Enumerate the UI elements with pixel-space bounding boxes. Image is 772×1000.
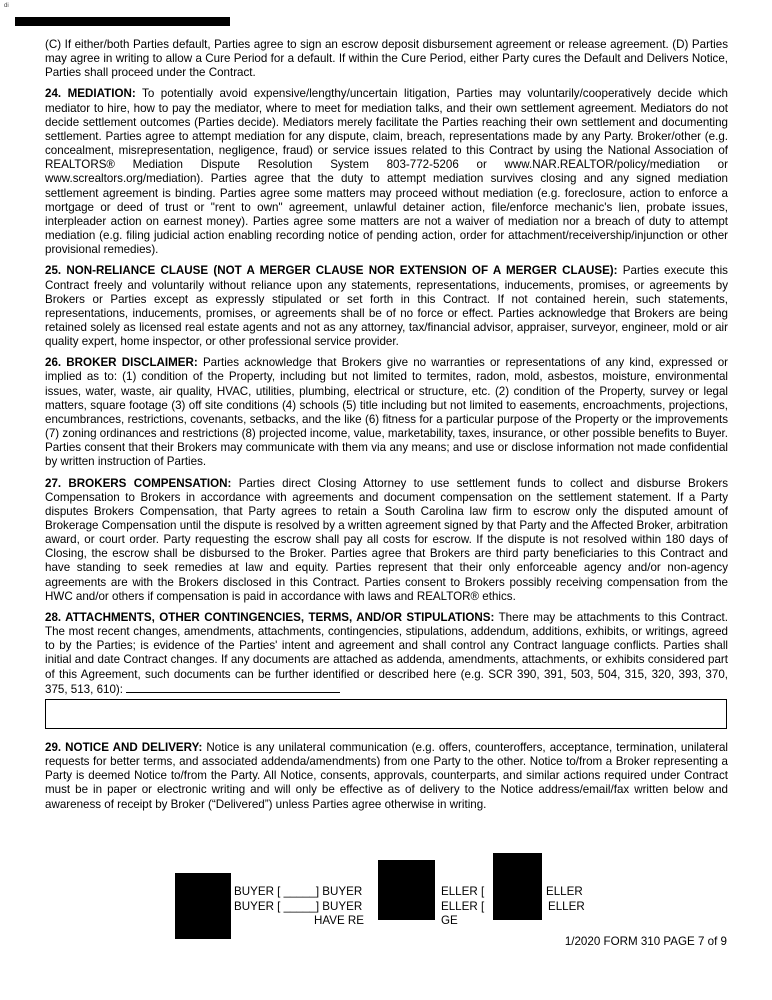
section-24-heading: 24. MEDIATION: — [45, 87, 136, 101]
seller-initials-line-2[interactable]: ELLER [ — [441, 900, 485, 913]
section-24-text: To potentially avoid expensive/lengthy/uncertain litigation, Parties may voluntarily/cooperatively decide which mediator to hire, how to pay the mediator, where to meet for mediation talks, and their own settlement agreement. Mediators do not decide settlement outcomes (Parties decide). Mediators merely facilitate the Parties reaching their own settlement and documenting settlement. Parties agree to attempt mediation for any dispute, claim, breach, representations made by any Party. Broker/other (e.g. concealment, misrepresentation, negligence, fraud) or service issues related to this Contract by using the National Association of REALTORS® Mediation Dispute Resolution System 803-772-5206 or www.NAR.REALTOR/policy/mediation or www.screaltors.org/mediation). Parties agree that the duty to attempt mediation survives closing and any signed mediation settlement agreement is binding. Parties agree some matters may proceed without mediation (e.g. foreclosure, action to enforce a mortgage or deed of trust or "rent to own" agreement, unlawful detainer action, file/enforce mechanic's lien, probate issues, interpleader action on earnest money). Parties agree some matters are not a waiver of mediation nor a breach of duty to attempt mediation (e.g. filing judicial action enabling recording notice of pending action, order for attachment/receivership/injunction or other provisional remedies). — [45, 87, 728, 257]
redaction-block-3 — [493, 853, 542, 920]
seller-tail-1: ELLER — [546, 885, 583, 898]
seller-tail-2: ELLER — [548, 900, 585, 913]
redaction-block-2 — [378, 860, 435, 920]
section-28-text: There may be attachments to this Contract. The most recent changes, amendments, attachments, contingencies, stipulations, addendum, additions, exhibits, or writings, agreed to by the Parties; is evidence of the Parties' intent and agreement and shall control any Contract language conflicts. Parties shall initial and date Contract changes. If any documents are attached as addenda, amendments, attachments, or exhibits considered part of this Agreement, such documents can be further identified or described here (e.g. SCR 390, 391, 503, 504, 315, 320, 393, 370, 375, 513, 610): — [45, 610, 728, 696]
section-27-heading: 27. BROKERS COMPENSATION: — [45, 476, 232, 490]
page-footer: 1/2020 FORM 310 PAGE 7 of 9 — [564, 935, 727, 948]
section-29-notice-delivery — [45, 741, 728, 812]
buyer-initials-line-3: HAVE RE — [314, 914, 365, 927]
section-28-attachments — [45, 611, 728, 697]
section-26-text: Parties acknowledge that Brokers give no warranties or representations of any kind, expressed or implied as to: (1) condition of the Property, including but not limited to termites, radon, mold, asbestos, moisture, environmental issues, water, waste, air quality, HVAC, utilities, plumbing, electrical or structure, etc. (2) condition of the Property, survey or legal matters, square footage (3) off site conditions (4) schools (5) title including but not limited to easements, encroachments, projections, encumbrances, restrictions, covenants, setbacks, and the like (6) fitness for a particular purpose of the Property or the improvements (7) zoning ordinances and restrictions (8) projected income, value, marketability, taxes, insurance, or other possible benefits to Buyer. Parties consent that their Brokers may communicate with them via any means; and use or disclose information not made confidential by written instruction of Parties. — [45, 356, 728, 469]
corner-mark: di — [4, 3, 9, 9]
section-28-blank-line — [126, 682, 340, 693]
section-25-heading: 25. NON-RELIANCE CLAUSE (NOT A MERGER CLAUSE NOR EXTENSION OF A MERGER CLAUSE): — [45, 264, 618, 278]
section-25-text: Parties execute this Contract freely and voluntarily without reliance upon any statements, representations, inducements, promises, or agreements by Brokers or Parties except as expressly stipulated or set forth in this Contract. If not contained herein, such statements, representations, inducements, promises, or agreements shall be of no force or effect. Parties acknowledge that Brokers are being retained solely as licensed real estate agents and not as any attorney, tax/financial advisor, appraiser, surveyor, engineer, mold or air quality expert, home inspector, or other professional service provider. — [45, 264, 728, 349]
contract-body — [45, 38, 728, 819]
section-27-text: Parties direct Closing Attorney to use settlement funds to collect and disburse Brokers Compensation to Brokers in accordance with agreements and document compensation on the settlement statement. If a Party disputes Brokers Compensation, that Party agrees to retain a South Carolina law firm to escrow only the disputed amount of Brokerage Compensation until the dispute is resolved by a written agreement signed by that Party and the Affected Broker, arbitration award, or court order. Party requesting the escrow shall pay all costs for escrow. If the dispute is not resolved within 180 days of Closing, the escrow shall be disbursed to the Broker. Parties agree that Brokers are third party beneficiaries to this Contract and have standing to seek remedies at law and equity. Parties represent that their only enforceable agency and/or non-agency agreements are with the Brokers disclosed in this Contract. Parties consent to Brokers possibly receiving compensation from the HWC and/or others if compensation is paid in accordance with laws and REALTOR® ethics. — [45, 476, 728, 603]
section-26-heading: 26. BROKER DISCLAIMER: — [45, 356, 198, 370]
seller-initials-line-1[interactable]: ELLER [ — [441, 885, 485, 898]
attachments-input-box[interactable] — [45, 699, 727, 729]
section-27-brokers-compensation — [45, 477, 728, 604]
section-24-mediation — [45, 87, 728, 257]
section-29-heading: 29. NOTICE AND DELIVERY: — [45, 740, 203, 754]
buyer-initials-line-1[interactable]: BUYER [ _____] BUYER — [234, 885, 363, 898]
paragraph-23-cd — [45, 38, 728, 80]
section-28-heading: 28. ATTACHMENTS, OTHER CONTINGENCIES, TERMS, AND/OR STIPULATIONS: — [45, 610, 495, 624]
seller-initials-line-3: GE — [441, 914, 458, 927]
section-26-broker-disclaimer — [45, 356, 728, 469]
section-29-text: Notice is any unilateral communication (e.g. offers, counteroffers, acceptance, termination, unilateral requests for better terms, and associated addenda/amendments) from one Party to the other. Notice to/from a Broker representing a Party is deemed Notice to/from the Party. All Notice, consents, approvals, counterparts, and similar actions required under Contract must be in paper or electronic writing and will only be effective as of delivery to the Notice address/email/fax written below and awareness of receipt by Broker (“Delivered”) unless Parties agree otherwise in writing. — [45, 740, 728, 811]
redaction-block-1 — [175, 873, 231, 939]
buyer-initials-line-2[interactable]: BUYER [ _____] BUYER — [234, 900, 363, 913]
section-25-non-reliance — [45, 264, 728, 349]
paragraph-23-cd-text: (C) If either/both Parties default, Parties agree to sign an escrow deposit disbursement agreement or release agreement. (D) Parties may agree in writing to allow a Cure Period for a default. If within the Cure Period, either Party cures the Default and Delivers Notice, Parties shall proceed under the Contract. — [45, 38, 728, 80]
redaction-bar-top — [15, 17, 230, 26]
